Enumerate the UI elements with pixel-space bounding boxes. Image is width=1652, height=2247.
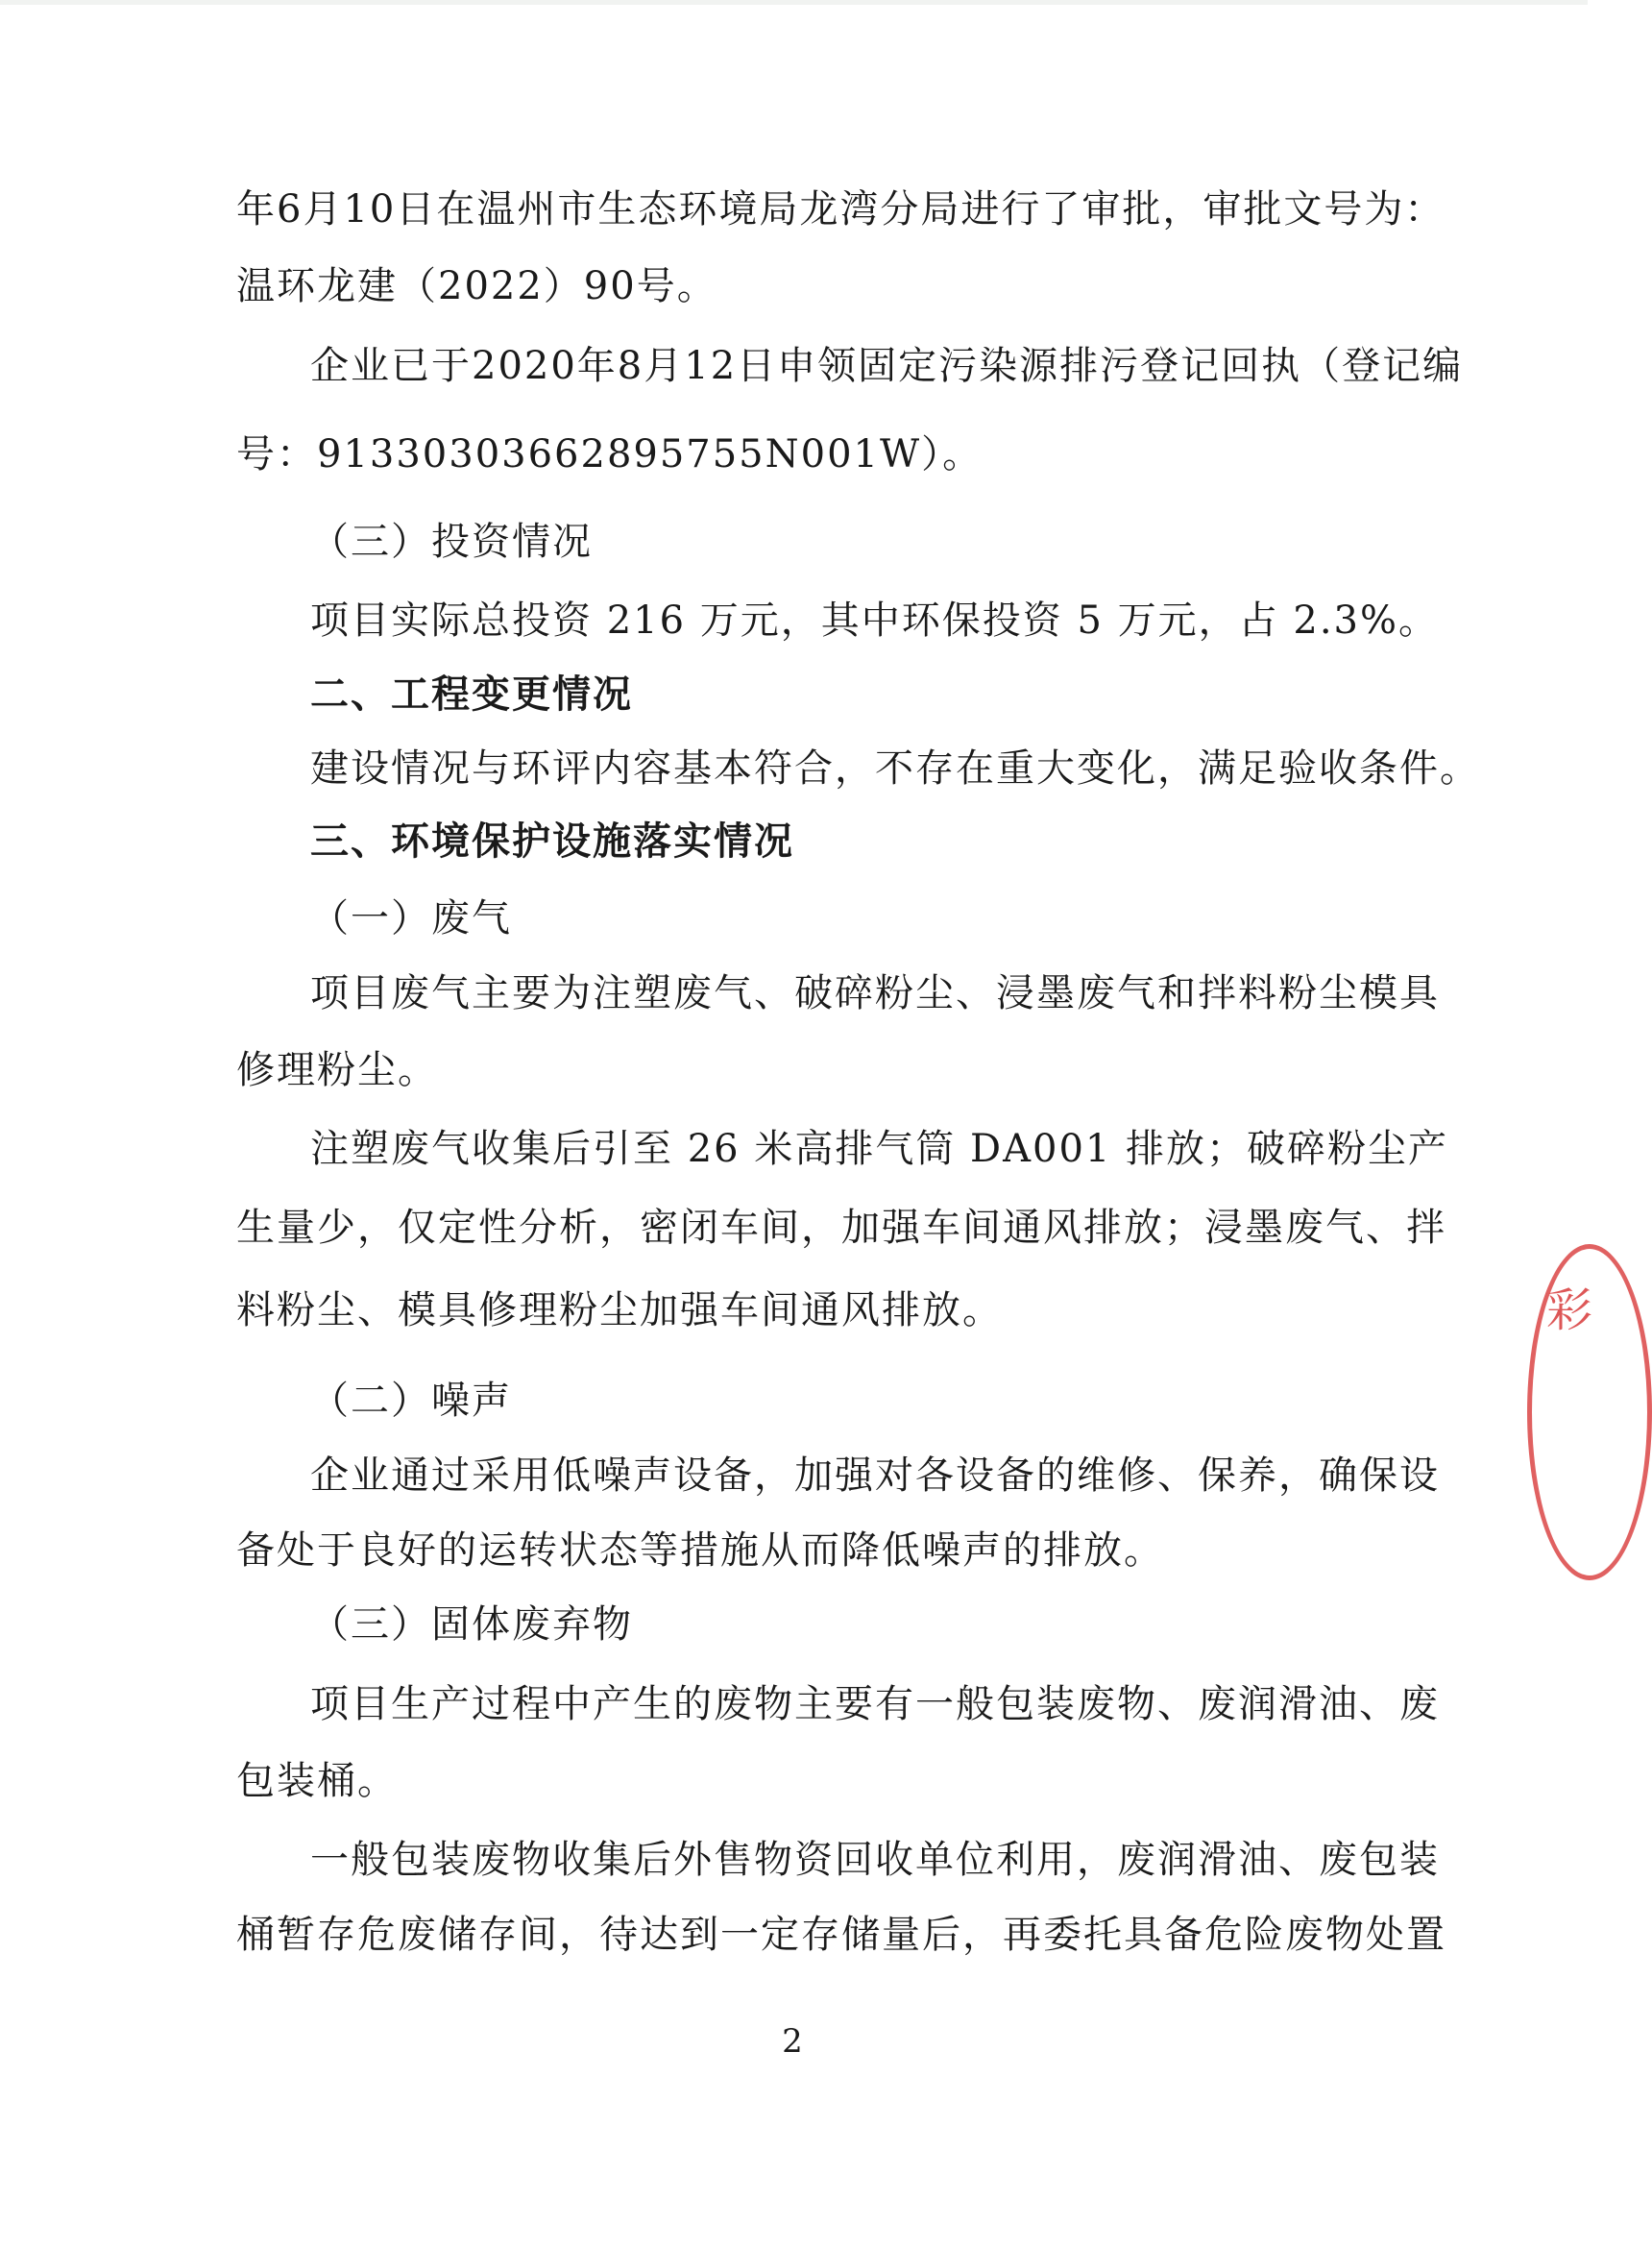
- text-line: 项目实际总投资 216 万元，其中环保投资 5 万元，占 2.3%。: [310, 598, 1439, 643]
- text-line: 桶暂存危废储存间，待达到一定存储量后，再委托具备危险废物处置: [236, 1913, 1446, 1957]
- text-line: 料粉尘、模具修理粉尘加强车间通风排放。: [236, 1288, 1003, 1332]
- section-heading: （二）噪声: [310, 1379, 512, 1423]
- scan-edge: [0, 0, 1588, 5]
- section-heading: 三、环境保护设施落实情况: [310, 818, 794, 864]
- seal-fragment: 彩: [1546, 1283, 1593, 1337]
- text-line: 包装桶。: [236, 1759, 398, 1803]
- text-line: 备处于良好的运转状态等措施从而降低噪声的排放。: [236, 1528, 1164, 1573]
- section-heading: （三）固体废弃物: [310, 1602, 633, 1647]
- text-line: 项目生产过程中产生的废物主要有一般包装废物、废润滑油、废: [310, 1682, 1440, 1726]
- section-heading: （三）投资情况: [310, 520, 593, 564]
- text-line: 企业已于2020年8月12日申领固定污染源排污登记回执（登记编: [310, 344, 1464, 388]
- section-heading: （一）废气: [310, 896, 512, 940]
- text-line: 建设情况与环评内容基本符合，不存在重大变化，满足验收条件。: [310, 746, 1480, 791]
- text-line: 温环龙建（2022）90号。: [236, 264, 717, 308]
- text-line: 企业通过采用低噪声设备，加强对各设备的维修、保养，确保设: [310, 1453, 1440, 1498]
- text-line: 生量少，仅定性分析，密闭车间，加强车间通风排放；浸墨废气、拌: [236, 1206, 1446, 1250]
- page-number: 2: [782, 2022, 803, 2061]
- text-line: 号：91330303662895755N001W）。: [236, 432, 984, 476]
- text-line: 年6月10日在温州市生态环境局龙湾分局进行了审批，审批文号为：: [236, 187, 1446, 232]
- text-line: 项目废气主要为注塑废气、破碎粉尘、浸墨废气和拌料粉尘模具: [310, 971, 1440, 1015]
- text-line: 一般包装废物收集后外售物资回收单位利用，废润滑油、废包装: [310, 1838, 1440, 1882]
- text-line: 修理粉尘。: [236, 1048, 438, 1092]
- text-line: 注塑废气收集后引至 26 米高排气筒 DA001 排放；破碎粉尘产: [310, 1127, 1449, 1171]
- section-heading: 二、工程变更情况: [310, 672, 633, 717]
